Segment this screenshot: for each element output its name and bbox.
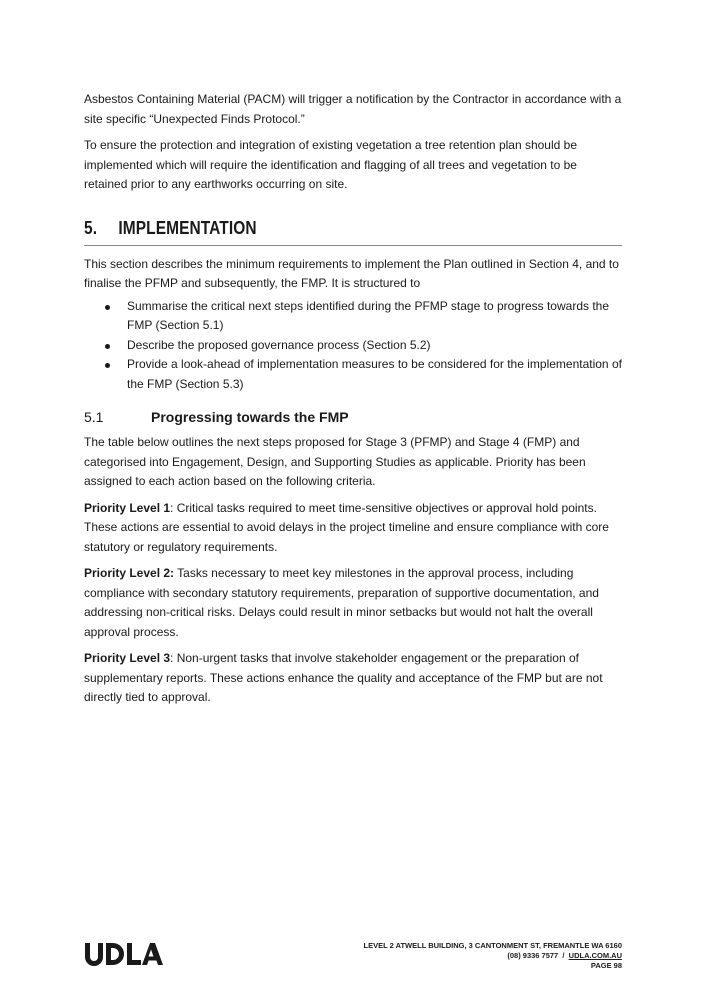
subsection-title: Progressing towards the FMP — [151, 409, 349, 425]
list-item: Provide a look-ahead of implementation measures to be considered for the implementation of the FMP (Section 5.3) — [84, 355, 622, 394]
website-link[interactable]: UDLA.COM.AU — [568, 951, 622, 960]
bullet-list — [84, 297, 622, 395]
paragraph: The table below outlines the next steps proposed for Stage 3 (PFMP) and Stage 4 (FMP) and categorised into Engagement, Design, and Supporting Studies as applicable. Priority has been assigned to each action based on the following criteria. — [84, 435, 586, 488]
section-heading — [84, 218, 547, 239]
priority-label: Priority Level 2: — [84, 566, 175, 580]
footer-address: LEVEL 2 ATWELL BUILDING, 3 CANTONMENT ST, FREMANTLE WA 6160 — [363, 941, 622, 950]
subsection-heading — [84, 409, 622, 425]
heading-divider — [84, 245, 622, 246]
priority-label: Priority Level 1 — [84, 500, 171, 515]
paragraph: Asbestos Containing Material (PACM) will trigger a notification by the Contractor in accordance with a site specific “Unexpected Finds Protocol.” — [84, 92, 622, 126]
list-item: Describe the proposed governance process (Section 5.2) — [84, 336, 622, 356]
footer-contact — [364, 941, 623, 971]
page-number: PAGE 98 — [590, 961, 622, 970]
paragraph: To ensure the protection and integration of existing vegetation a tree retention plan should be implemented which will require the identification and flagging of all trees and vegetation to be retained prior to any earthworks occurring on site. — [84, 138, 578, 191]
list-item: Summarise the critical next steps identified during the PFMP stage to progress towards the FMP (Section 5.1) — [84, 297, 622, 336]
priority-paragraph: Priority Level 2: Tasks necessary to meet key milestones in the approval process, including compliance with secondary statutory requirements, preparation of supportive documentation, and addressing non-critical risks. Delays could result in minor setbacks but would not halt the overall approval process. — [84, 566, 599, 639]
section-title: IMPLEMENTATION — [118, 217, 257, 238]
paragraph: This section describes the minimum requirements to implement the Plan outlined in Section 4, and to finalise the PFMP and subsequently, the FMP. It is structured to — [84, 256, 619, 290]
priority-paragraph: Priority Level 3: Non-urgent tasks that involve stakeholder engagement or the preparation of supplementary reports. These actions enhance the quality and acceptance of the FMP but are not directly tied to approval. — [84, 651, 603, 704]
priority-label: Priority Level 3 — [84, 651, 171, 665]
footer-phone-line: (08) 9336 7577 / UDLA.COM.AU — [507, 951, 622, 960]
section-number: 5. — [84, 217, 98, 238]
subsection-number: 5.1 — [84, 409, 104, 425]
bullet-icon — [105, 305, 110, 310]
priority-paragraph: Priority Level 1: Critical tasks required to meet time-sensitive objectives or approval hold points. These actions are essential to avoid delays in the project timeline and ensure compliance with core statutory or regulatory requirements. — [84, 500, 609, 554]
udla-logo — [84, 941, 164, 969]
document-body — [84, 90, 622, 715]
bullet-icon — [105, 344, 110, 349]
bullet-icon — [105, 363, 110, 368]
